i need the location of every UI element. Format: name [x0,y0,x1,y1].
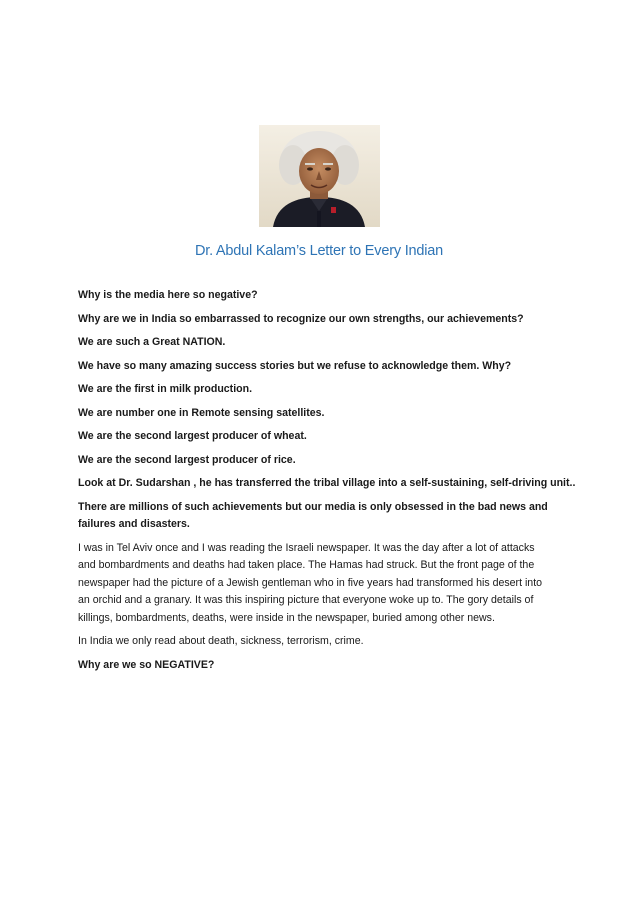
paragraph: We are the second largest producer of rice. [78,453,296,466]
paragraph [78,499,568,534]
document-title: Dr. Abdul Kalam’s Letter to Every Indian [194,243,444,259]
paragraph-line: killings, bombardments, deaths, were inside in the newspaper, buried among other news. [78,611,495,624]
paragraph-line: I was in Tel Aviv once and I was reading the Israeli newspaper. It was the day after a lot of attacks [78,541,535,554]
paragraph: Look at Dr. Sudarshan , he has transferred the tribal village into a self-sustaining, self-driving unit.. [78,477,576,489]
paragraph-line: There are millions of such achievements but our media is only obsessed in the bad news and [78,500,548,513]
paragraph: We are number one in Remote sensing satellites. [78,406,325,419]
paragraph-line: and bombardments and deaths had taken place. The Hamas had struck. But the front page of the [78,559,535,571]
paragraph-line: newspaper had the picture of a Jewish gentleman who in five years had transformed his desert into [78,576,543,589]
paragraph: We are the first in milk production. [78,383,253,395]
paragraph: In India we only read about death, sickness, terrorism, crime. [78,635,364,647]
portrait-photo [259,125,380,227]
paragraph: Why are we in India so embarrassed to recognize our own strengths, our achievements? [78,312,524,325]
paragraph: Why are we so NEGATIVE? [78,658,215,671]
paragraph-line: an orchid and a granary. It was this inspiring picture that everyone woke up to. The gory details of [78,594,534,606]
paragraph: We are such a Great NATION. [78,336,226,348]
paragraph: We are the second largest producer of wheat. [78,430,307,442]
letter-body [78,287,576,680]
paragraph: We have so many amazing success stories but we refuse to acknowledge them. Why? [78,359,512,372]
paragraph-line: failures and disasters. [78,518,190,530]
paragraph [78,540,568,628]
paragraph: Why is the media here so negative? [78,289,258,301]
